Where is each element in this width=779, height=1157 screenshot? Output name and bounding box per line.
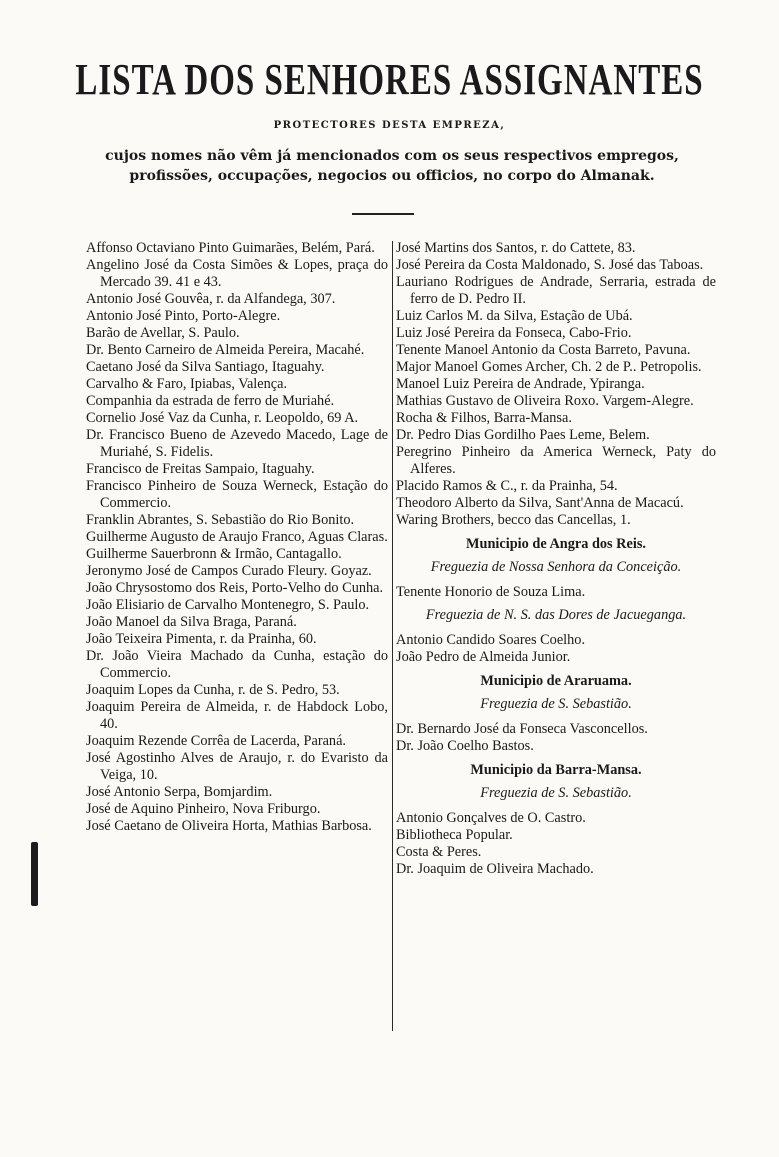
column-divider: [392, 241, 393, 1031]
subscriber-entry: Luiz Carlos M. da Silva, Estação de Ubá.: [396, 308, 633, 324]
left-column: [86, 240, 388, 835]
parish-heading: Freguezia de S. Sebastião.: [480, 696, 632, 712]
subscriber-entry: Mathias Gustavo de Oliveira Roxo. Vargem-Alegre.: [396, 393, 694, 409]
page-title: LISTA DOS SENHORES ASSIGNANTES: [75, 56, 704, 105]
subscriber-entry: Dr. Joaquim de Oliveira Machado.: [396, 861, 594, 877]
subscriber-entry: Antonio José Pinto, Porto-Alegre.: [86, 308, 281, 324]
subscriber-entry: Antonio José Gouvêa, r. da Alfandega, 307.: [86, 291, 336, 307]
subscriber-entry: Jeronymo José de Campos Curado Fleury. Goyaz.: [86, 563, 372, 579]
subscriber-entry: Rocha & Filhos, Barra-Mansa.: [396, 410, 572, 426]
subscriber-entry: Carvalho & Faro, Ipiabas, Valença.: [86, 376, 288, 392]
subscriber-entry: Caetano José da Silva Santiago, Itaguahy.: [86, 359, 325, 375]
subscriber-entry: Dr. João Vieira Machado da Cunha, estação do Commercio.: [86, 648, 388, 681]
subscriber-entry: João Manoel da Silva Braga, Paraná.: [86, 614, 297, 630]
subscriber-entry: José de Aquino Pinheiro, Nova Friburgo.: [86, 801, 321, 817]
subscriber-entry: João Elisiario de Carvalho Montenegro, S. Paulo.: [86, 597, 370, 613]
subscriber-entry: Antonio Gonçalves de O. Castro.: [396, 810, 586, 826]
subscriber-entry: José Caetano de Oliveira Horta, Mathias Barbosa.: [86, 818, 372, 834]
subscriber-entry: José Pereira da Costa Maldonado, S. José das Taboas.: [396, 257, 704, 273]
subscriber-entry: Antonio Candido Soares Coelho.: [396, 632, 586, 648]
subscriber-entry: José Agostinho Alves de Araujo, r. do Evaristo da Veiga, 10.: [86, 750, 388, 783]
subscriber-entry: Francisco de Freitas Sampaio, Itaguahy.: [86, 461, 315, 477]
section-heading-araruama: Municipio de Araruama.: [480, 673, 632, 689]
subscriber-entry: Bibliotheca Popular.: [396, 827, 513, 843]
subscriber-entry: José Martins dos Santos, r. do Cattete, 83.: [396, 240, 636, 256]
subscriber-entry: Franklin Abrantes, S. Sebastião do Rio Bonito.: [86, 512, 355, 528]
subscriber-entry: Affonso Octaviano Pinto Guimarães, Belém, Pará.: [86, 240, 375, 256]
subscriber-entry: Waring Brothers, becco das Cancellas, 1.: [396, 512, 631, 528]
right-column: [396, 240, 716, 878]
subscriber-entry: Tenente Honorio de Souza Lima.: [396, 584, 586, 600]
subscriber-entry: Guilherme Sauerbronn & Irmão, Cantagallo.: [86, 546, 342, 562]
page-subtitle: PROTECTORES DESTA EMPREZA,: [273, 120, 506, 131]
subscriber-entry: Joaquim Lopes da Cunha, r. de S. Pedro, 53.: [86, 682, 340, 698]
subscriber-entry: Costa & Peres.: [396, 844, 482, 860]
subscriber-entry: Joaquim Rezende Corrêa de Lacerda, Paraná.: [86, 733, 346, 749]
subscriber-entry: Guilherme Augusto de Araujo Franco, Aguas Claras.: [86, 529, 388, 545]
subscriber-entry: Dr. Bento Carneiro de Almeida Pereira, Macahé.: [86, 342, 365, 358]
subscriber-entry: Joaquim Pereira de Almeida, r. de Habdock Lobo, 40.: [86, 699, 388, 732]
subscriber-entry: Tenente Manoel Antonio da Costa Barreto, Pavuna.: [396, 342, 691, 358]
subscriber-entry: Manoel Luiz Pereira de Andrade, Ypiranga.: [396, 376, 645, 392]
subscriber-entry: Dr. Francisco Bueno de Azevedo Macedo, Lage de Muriahé, S. Fidelis.: [86, 427, 388, 460]
subscriber-entry: Dr. Pedro Dias Gordilho Paes Leme, Belem.: [396, 427, 650, 443]
subscriber-entry: Peregrino Pinheiro da America Werneck, Paty do Alferes.: [396, 444, 716, 477]
section-heading-angra: Municipio de Angra dos Reis.: [466, 536, 646, 552]
subscriber-entry: Companhia da estrada de ferro de Muriahé.: [86, 393, 335, 409]
subscriber-entry: Francisco Pinheiro de Souza Werneck, Estação do Commercio.: [86, 478, 388, 511]
subscriber-entry: Barão de Avellar, S. Paulo.: [86, 325, 240, 341]
subscriber-entry: João Pedro de Almeida Junior.: [396, 649, 571, 665]
margin-ink-mark: [31, 842, 38, 906]
subscriber-entry: Dr. Bernardo José da Fonseca Vasconcellos.: [396, 721, 648, 737]
subscriber-entry: Major Manoel Gomes Archer, Ch. 2 de P.. Petropolis.: [396, 359, 702, 375]
subscriber-entry: João Teixeira Pimenta, r. da Prainha, 60.: [86, 631, 317, 647]
section-heading-barra-mansa: Municipio da Barra-Mansa.: [470, 762, 642, 778]
subscriber-entry: Theodoro Alberto da Silva, Sant'Anna de Macacú.: [396, 495, 684, 511]
title-divider: [352, 213, 414, 215]
subscriber-entry: Dr. João Coelho Bastos.: [396, 738, 534, 754]
subscriber-entry: Luiz José Pereira da Fonseca, Cabo-Frio.: [396, 325, 632, 341]
parish-heading: Freguezia de Nossa Senhora da Conceição.: [430, 559, 682, 575]
subscriber-entry: Cornelio José Vaz da Cunha, r. Leopoldo, 69 A.: [86, 410, 359, 426]
parish-heading: Freguezia de S. Sebastião.: [480, 785, 632, 801]
subscriber-entry: José Antonio Serpa, Bomjardim.: [86, 784, 273, 800]
parish-heading: Freguezia de N. S. das Dores de Jacueganga.: [425, 607, 687, 623]
subscriber-entry: Lauriano Rodrigues de Andrade, Serraria, estrada de ferro de D. Pedro II.: [396, 274, 716, 307]
subscriber-entry: Placido Ramos & C., r. da Prainha, 54.: [396, 478, 618, 494]
subscriber-entry: João Chrysostomo dos Reis, Porto-Velho do Cunha.: [86, 580, 384, 596]
intro-paragraph: cujos nomes não vêm já mencionados com os seus respectivos empregos, profissões, occupações, negocios ou officios, no corpo do Almanak.: [105, 148, 679, 184]
subscriber-entry: Angelino José da Costa Simões & Lopes, praça do Mercado 39. 41 e 43.: [86, 257, 388, 290]
